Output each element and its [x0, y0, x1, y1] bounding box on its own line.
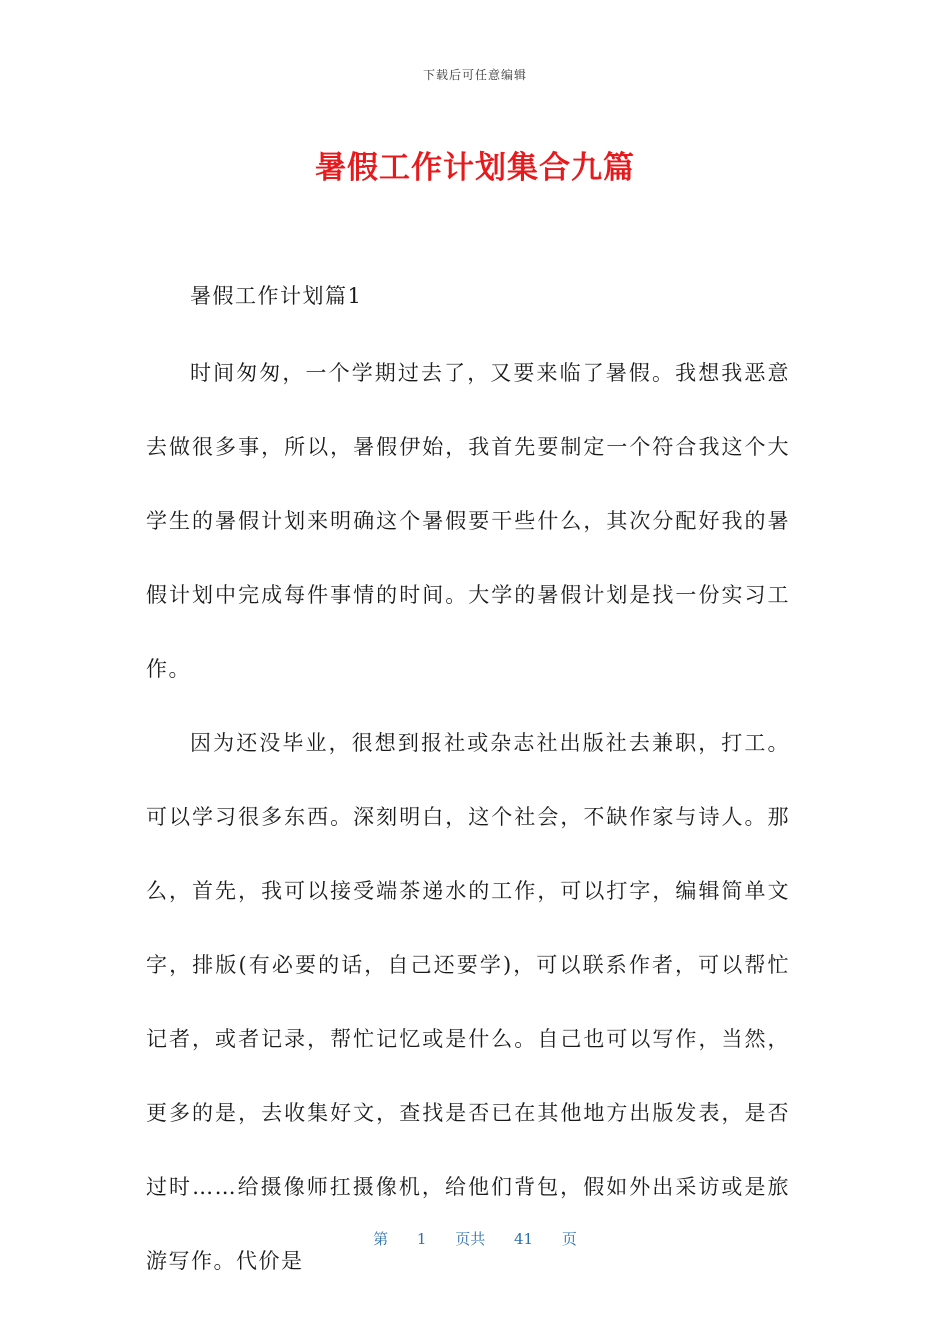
paragraph-2: 因为还没毕业，很想到报社或杂志社出版社去兼职，打工。可以学习很多东西。深刻明白，这个社会，不缺作家与诗人。那么，首先，我可以接受端茶递水的工作，可以打字，编辑简单文字，排版(有必要的话，自己还要学)，可以联系作者，可以帮忙记者，或者记录，帮忙记忆或是什么。自己也可以写作，当然，更多的是，去收集好文，查找是否已在其他地方出版发表，是否过时……给摄像师扛摄像机，给他们背包，假如外出采访或是旅游写作。代价是 [146, 731, 790, 1273]
footer-page-prefix: 第 [373, 1230, 389, 1248]
footer-page-number: 1 [416, 1230, 427, 1248]
footer-page-total: 41 [514, 1230, 534, 1248]
paragraph-1: 时间匆匆，一个学期过去了，又要来临了暑假。我想我恶意去做很多事，所以，暑假伊始，我首先要制定一个符合我这个大学生的暑假计划来明确这个暑假要干些什么，其次分配好我的暑假计划中完成每件事情的时间。大学的暑假计划是找一份实习工作。 [146, 361, 790, 681]
document-body [146, 272, 790, 1298]
footer-page-middle: 页共 [455, 1230, 486, 1248]
footer-page-suffix: 页 [561, 1230, 577, 1248]
page-footer [0, 1228, 950, 1249]
header-note: 下载后可任意编辑 [422, 68, 527, 82]
section-heading: 暑假工作计划篇1 [190, 284, 363, 308]
document-title: 暑假工作计划集合九篇 [315, 150, 635, 186]
